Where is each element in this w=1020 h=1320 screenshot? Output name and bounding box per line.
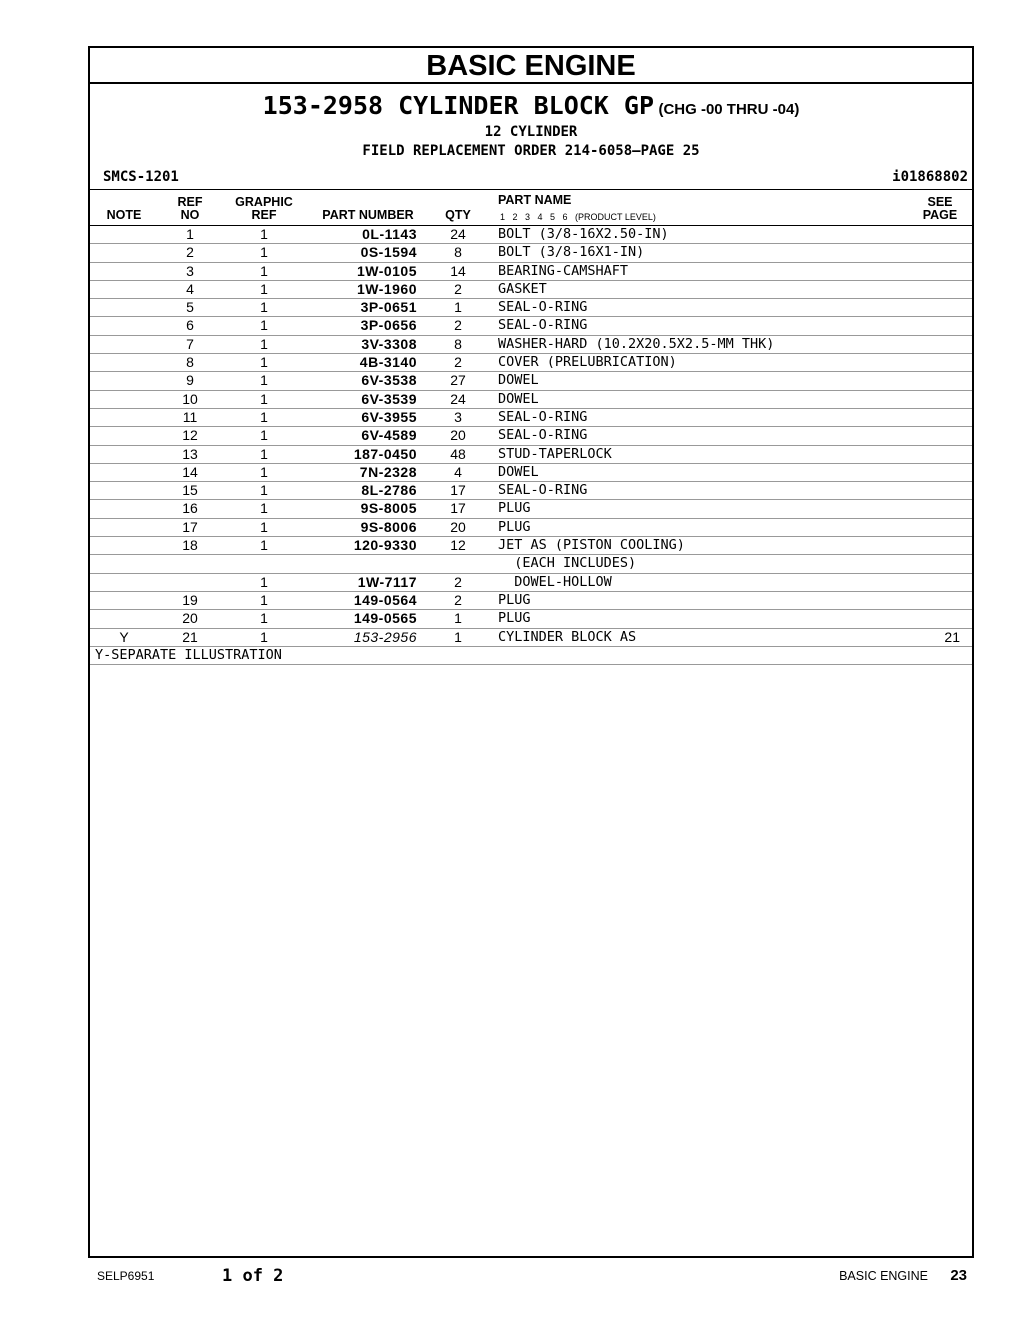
graphic-ref-cell: 1 [260,372,268,389]
graphic-ref-cell: 1 [260,226,268,242]
qty-cell: 27 [450,372,466,389]
graphic-ref-cell: 1 [260,299,268,316]
col-see-page-bottom: PAGE [922,208,958,222]
graphic-ref-cell: 1 [260,408,268,425]
qty-cell: 3 [454,408,462,425]
ref-no-cell: 7 [186,335,194,352]
qty-cell: 17 [450,482,466,499]
col-see-page-top: SEE [927,195,953,209]
part-name-cell: PLUG [498,500,531,517]
parts-table-body [90,226,972,647]
ref-no-cell: 9 [186,372,194,389]
table-row [90,537,972,555]
qty-cell: 2 [454,354,462,371]
ref-no-cell: 14 [182,463,198,480]
table-row [90,519,972,537]
section-title: BASIC ENGINE [90,48,972,84]
part-number-cell: 149-0564 [353,591,417,608]
page-frame [88,46,974,1258]
graphic-ref-cell: 1 [260,390,268,407]
qty-cell: 4 [454,463,462,480]
col-product-level: 1 2 3 4 5 6 (PRODUCT LEVEL) [500,212,656,222]
part-name-cell: PLUG [498,518,531,535]
doc-code: SELP6951 [97,1269,155,1283]
part-number-cell: 0L-1143 [362,226,417,242]
graphic-ref-cell: 1 [260,317,268,334]
part-name-cell: BOLT (3/8-16X2.50-IN) [498,226,669,242]
graphic-ref-cell: 1 [260,445,268,462]
col-graphic-ref-bottom: REF [251,208,277,222]
part-number-cell: 6V-3538 [361,372,417,389]
part-number-cell: 9S-8005 [360,500,417,517]
ref-no-cell: 17 [182,518,198,535]
part-number-cell: 187-0450 [353,445,417,462]
part-number-cell: 7N-2328 [359,463,417,480]
part-name-cell: BOLT (3/8-16X1-IN) [498,244,645,261]
ref-no-cell: 20 [182,610,198,627]
graphic-ref-cell: 1 [260,518,268,535]
part-name-cell: SEAL-O-RING [498,482,588,499]
part-name-cell: BEARING-CAMSHAFT [498,262,629,279]
graphic-ref-cell: 1 [260,500,268,517]
table-row [90,500,972,518]
part-number-cell: 1W-7117 [357,573,417,590]
qty-cell: 1 [454,628,462,645]
ref-no-cell: 3 [186,262,194,279]
table-row [90,317,972,335]
ref-no-cell: 1 [186,226,194,242]
part-name-cell: WASHER-HARD (10.2X20.5X2.5-MM THK) [498,335,775,352]
qty-cell: 8 [454,335,462,352]
ref-no-cell: 11 [182,408,198,425]
qty-cell: 20 [450,518,466,535]
table-header [90,190,972,226]
ref-no-cell: 16 [182,500,198,517]
table-row [90,610,972,628]
table-row [90,354,972,372]
smcs-bar [90,167,972,190]
table-row [90,409,972,427]
table-row [90,464,972,482]
table-row [90,629,972,647]
col-qty: QTY [445,208,471,222]
graphic-ref-cell: 1 [260,537,268,554]
part-number-cell: 0S-1594 [360,244,417,261]
table-row [90,299,972,317]
qty-cell: 14 [450,262,466,279]
qty-cell: 24 [450,226,466,242]
part-number-cell: 3P-0656 [360,317,417,334]
table-row [90,592,972,610]
qty-cell: 2 [454,317,462,334]
ref-no-cell: 18 [182,537,198,554]
qty-cell: 17 [450,500,466,517]
graphic-ref-cell: 1 [260,262,268,279]
ref-no-cell: 15 [182,482,198,499]
col-ref-no-bottom: NO [180,208,200,222]
qty-cell: 20 [450,427,466,444]
ref-no-cell: 10 [182,390,198,407]
ref-no-cell: 8 [186,354,194,371]
graphic-ref-cell: 1 [260,354,268,371]
table-row [90,427,972,445]
part-number-cell: 149-0565 [353,610,417,627]
part-name-cell: GASKET [498,280,547,297]
part-name-cell: CYLINDER BLOCK AS [498,628,637,645]
part-number-cell: 9S-8006 [360,518,417,535]
ref-no-cell: 4 [186,280,194,297]
qty-cell: 1 [454,299,462,316]
part-name-cell: (EACH INCLUDES) [498,555,637,572]
graphic-ref-cell: 1 [260,482,268,499]
footnote: Y-SEPARATE ILLUSTRATION [90,647,972,665]
smcs-code: SMCS-1201 [103,169,179,185]
page-of: 1 of 2 [222,1266,284,1286]
part-number-cell: 6V-3539 [361,390,417,407]
graphic-ref-cell: 1 [260,280,268,297]
table-row [90,482,972,500]
note-cell: Y [119,628,129,645]
page-footer [0,1266,1020,1288]
table-row [90,281,972,299]
part-name-cell: SEAL-O-RING [498,299,588,316]
qty-cell: 2 [454,591,462,608]
table-row [90,372,972,390]
part-number-cell: 8L-2786 [361,482,417,499]
table-row [90,336,972,354]
part-name-cell: DOWEL [498,390,539,407]
part-name-cell: PLUG [498,610,531,627]
table-row [90,574,972,592]
illustration-id: i01868802 [892,169,968,185]
graphic-ref-cell: 1 [260,573,268,590]
ref-no-cell: 6 [186,317,194,334]
col-note: NOTE [106,208,142,222]
part-name-cell: SEAL-O-RING [498,427,588,444]
graphic-ref-cell: 1 [260,610,268,627]
table-row [90,263,972,281]
part-number-cell: 6V-3955 [361,408,417,425]
part-name-cell: PLUG [498,591,531,608]
change-range: (CHG -00 THRU -04) [658,101,800,118]
graphic-ref-cell: 1 [260,427,268,444]
part-name-cell: SEAL-O-RING [498,317,588,334]
group-heading [90,93,972,123]
part-name-cell: SEAL-O-RING [498,408,588,425]
table-row [90,446,972,464]
part-name-cell: DOWEL [498,372,539,389]
qty-cell: 1 [454,610,462,627]
field-replacement-order: FIELD REPLACEMENT ORDER 214-6058—PAGE 25 [362,143,700,159]
graphic-ref-cell: 1 [260,463,268,480]
ref-no-cell: 21 [182,628,198,645]
qty-cell: 48 [450,445,466,462]
ref-no-cell: 5 [186,299,194,316]
part-number-cell: 153-2956 [353,628,417,645]
see-page-cell: 21 [944,628,960,645]
graphic-ref-cell: 1 [260,335,268,352]
part-name-cell: DOWEL-HOLLOW [498,573,612,590]
qty-cell: 2 [454,573,462,590]
ref-no-cell: 2 [186,244,194,261]
part-number-cell: 1W-1960 [356,280,417,297]
part-number-cell: 3P-0651 [360,299,417,316]
qty-cell: 24 [450,390,466,407]
part-name-cell: COVER (PRELUBRICATION) [498,354,677,371]
col-graphic-ref-top: GRAPHIC [235,195,293,209]
qty-cell: 8 [454,244,462,261]
ref-no-cell: 12 [182,427,198,444]
part-number-cell: 3V-3308 [361,335,417,352]
footer-section: BASIC ENGINE [839,1269,928,1283]
part-name-cell: STUD-TAPERLOCK [498,445,612,462]
qty-cell: 12 [450,537,466,554]
table-row [90,244,972,262]
group-subtitle: 12 CYLINDER [484,124,578,140]
part-number-cell: 6V-4589 [361,427,417,444]
part-name-cell: JET AS (PISTON COOLING) [498,537,685,554]
part-number-cell: 4B-3140 [359,354,417,371]
ref-no-cell: 13 [182,445,198,462]
table-row [90,391,972,409]
col-part-name: PART NAME [498,193,572,207]
part-name-cell: DOWEL [498,463,539,480]
part-number-cell: 1W-0105 [356,262,417,279]
part-number-cell: 120-9330 [353,537,417,554]
ref-no-cell: 19 [182,591,198,608]
graphic-ref-cell: 1 [260,244,268,261]
graphic-ref-cell: 1 [260,591,268,608]
page-number: 23 [950,1267,967,1284]
qty-cell: 2 [454,280,462,297]
col-ref-no-top: REF [177,195,203,209]
table-row [90,226,972,244]
group-number-name: 153-2958 CYLINDER BLOCK GP [262,91,655,120]
graphic-ref-cell: 1 [260,628,268,645]
table-row [90,555,972,573]
col-part-number: PART NUMBER [322,208,414,222]
